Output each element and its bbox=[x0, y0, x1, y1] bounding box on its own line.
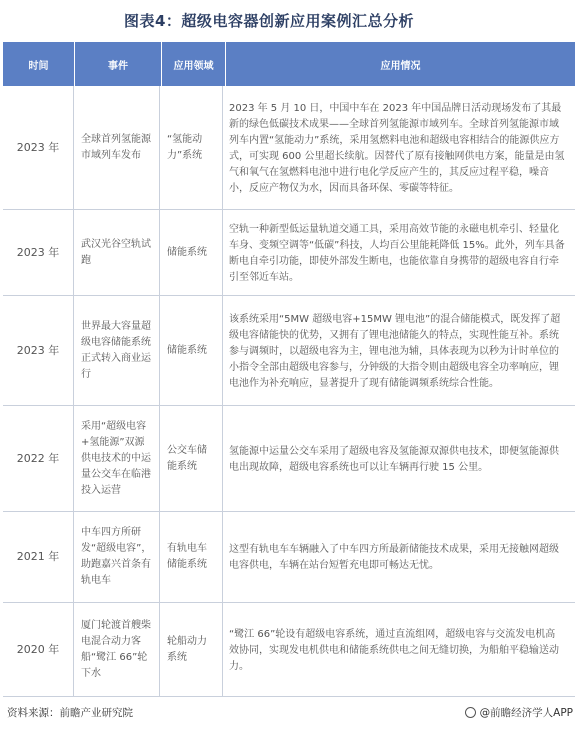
header-field: 应用领域 bbox=[162, 42, 226, 86]
cell-desc: 这型有轨电车车辆融入了中车四方所最新储能技术成果，采用无接触网超级电容供电，车辆在站台短暂充电即可畅达无忧。 bbox=[229, 544, 559, 571]
table-row bbox=[3, 603, 575, 697]
brand bbox=[465, 705, 573, 720]
cell-field: 有轨电车储能系统 bbox=[160, 512, 223, 602]
cell-field: 储能系统 bbox=[160, 296, 223, 405]
cell-event: 中车四方所研发“超级电容”，助跑嘉兴首条有轨电车 bbox=[74, 512, 160, 602]
cell-desc: “鹭江 66”轮设有超级电容系统，通过直流组网，超级电容与交流发电机高效协同，实现发电机供电和储能系统供电之间无缝切换，为船舶平稳输送动力。 bbox=[229, 628, 559, 672]
cell-year: 2022 年 bbox=[3, 406, 74, 511]
header-event: 事件 bbox=[75, 42, 162, 86]
brand-logo-icon bbox=[465, 707, 476, 718]
cell-year: 2023 年 bbox=[3, 296, 74, 405]
cell-event: 全球首列氢能源市域列车发布 bbox=[74, 86, 160, 209]
footer bbox=[7, 705, 573, 720]
cell-event: 武汉光谷空轨试跑 bbox=[74, 210, 160, 295]
chart-title: 图表4：超级电容器创新应用案例汇总分析 bbox=[124, 12, 414, 30]
cell-year: 2020 年 bbox=[3, 603, 74, 696]
header-time: 时间 bbox=[3, 42, 75, 86]
cell-field: “氢能动力”系统 bbox=[160, 86, 223, 209]
cell-desc: 该系统采用“5MW 超级电容+15MW 锂电池”的混合储能模式，既发挥了超级电容储能快的优势，又拥有了锂电池储能久的特点，实现性能互补。系统参与调频时，以超级电容为主，锂电池为辅，具体表现为以秒为计时单位的小指令全部由超级电容参与，分钟级的大指令则由超级电容全功率响应，锂电池作为补充响应，显著提升了现有储能调频系统综合性能。 bbox=[229, 313, 561, 389]
cell-field: 储能系统 bbox=[160, 210, 223, 295]
cell-field: 轮船动力系统 bbox=[160, 603, 223, 696]
cell-desc: 2023 年 5 月 10 日，中国中车在 2023 年中国品牌日活动现场发布了其最新的绿色低碳技术成果——全球首列氢能源市域列车。全球首列氢能源市域列车内置“氢能动力”系统，采用氢燃料电池和超级电容相结合的能源供应方式，可实现 600 公里超长续航。因替代了原有接触网供电方案，能量是由氢气和氧气在氢燃料电池中进行电化学反应产生的，其反应过程平稳，噪音小，反应产物仅为水，因而具备环保、零碳等特征。 bbox=[229, 102, 565, 194]
cell-event: 采用“超级电容+氢能源”双源供电技术的中运量公交车在临港投入运营 bbox=[74, 406, 160, 511]
brand-text: @前瞻经济学人APP bbox=[479, 707, 573, 719]
cell-field: 公交车储能系统 bbox=[160, 406, 223, 511]
cell-desc: 空轨一种新型低运量轨道交通工具，采用高效节能的永磁电机牵引、轻量化车身、变频空调等“低碳”科技，人均百公里能耗降低 15%。此外，列车具备断电自牵引功能，即使外部发生断电，也能依靠自身携带的超级电容自行牵引至邻近车站。 bbox=[229, 223, 565, 283]
table-row bbox=[3, 210, 575, 296]
cell-event: 厦门轮渡首艘柴电混合动力客船“鹭江 66”轮下水 bbox=[74, 603, 160, 696]
table-row bbox=[3, 406, 575, 512]
source-text: 资料来源：前瞻产业研究院 bbox=[7, 707, 133, 719]
cell-event: 世界最大容量超级电容储能系统正式转入商业运行 bbox=[74, 296, 160, 405]
header-desc: 应用情况 bbox=[380, 60, 421, 72]
case-table bbox=[3, 42, 575, 697]
cell-desc: 氢能源中运量公交车采用了超级电容及氢能源双源供电技术，即便氢能源供电出现故障，超级电容系统也可以让车辆再行驶 15 公里。 bbox=[229, 445, 559, 473]
table-row bbox=[3, 86, 575, 210]
table-row bbox=[3, 512, 575, 603]
table-header bbox=[3, 42, 575, 86]
table-row bbox=[3, 296, 575, 406]
cell-year: 2023 年 bbox=[3, 210, 74, 295]
cell-year: 2021 年 bbox=[3, 512, 74, 602]
cell-year: 2023 年 bbox=[3, 86, 74, 209]
